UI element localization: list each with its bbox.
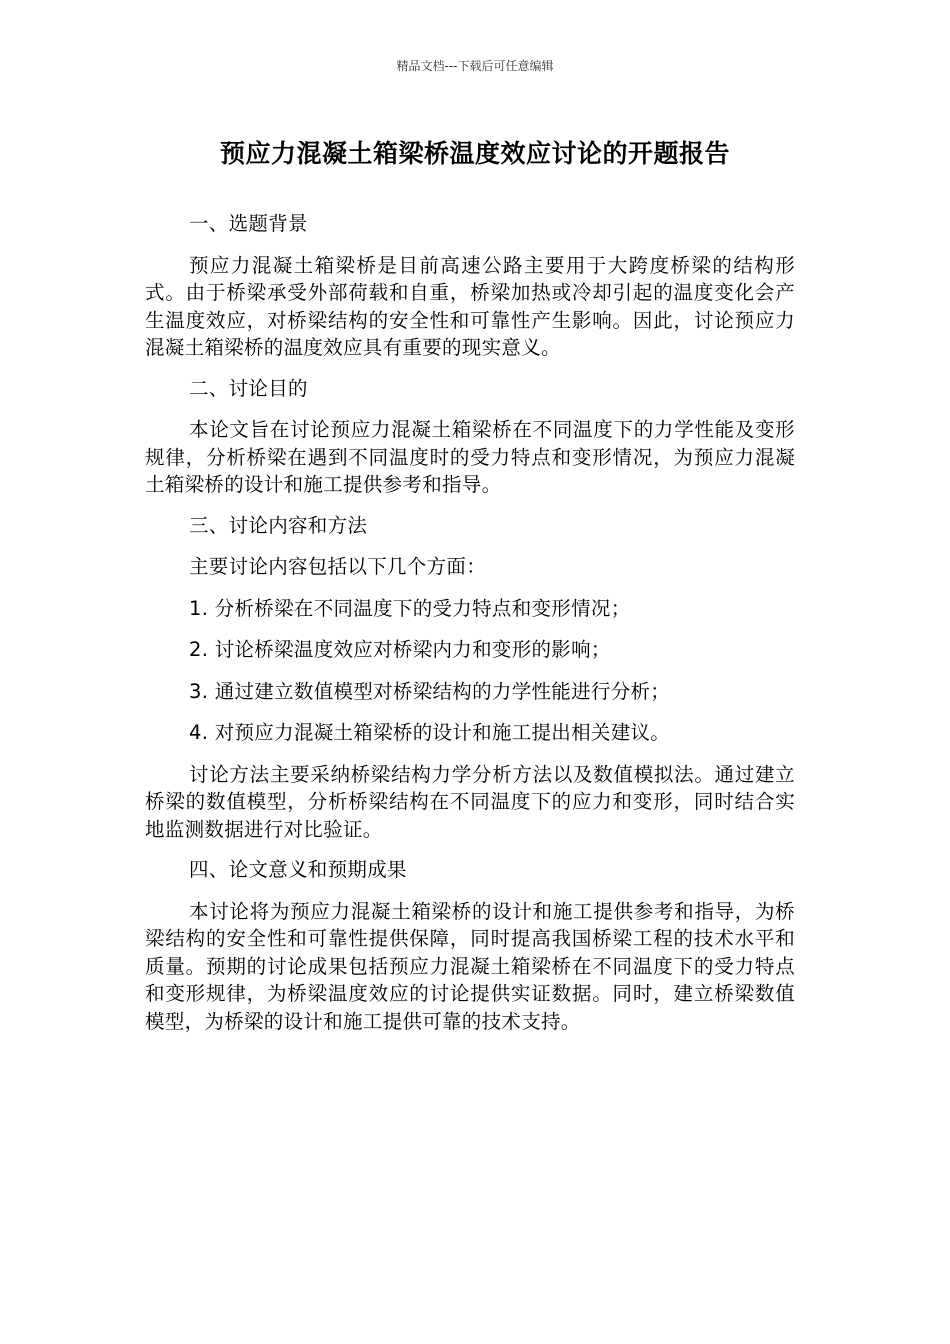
- section-3-intro: 主要讨论内容包括以下几个方面：: [189, 555, 487, 578]
- section-1-heading: 一、选题背景: [189, 212, 308, 235]
- document-title: 预应力混凝土箱梁桥温度效应讨论的开题报告: [219, 139, 730, 168]
- section-3-heading: 三、讨论内容和方法: [189, 513, 368, 537]
- section-1-paragraph: 预应力混凝土箱梁桥是目前高速公路主要用于大跨度桥梁的结构形式。由于桥梁承受外部荷载和自重，桥梁加热或冷却引起的温度变化会产生温度效应，对桥梁结构的安全性和可靠性产生影响。因此，讨论预应力混凝土箱梁桥的温度效应具有重要的现实意义。: [145, 253, 795, 359]
- document-body: [145, 210, 795, 1048]
- list-item: 2. 讨论桥梁温度效应对桥梁内力和变形的影响；: [189, 638, 611, 661]
- list-item: 4. 对预应力混凝土箱梁桥的设计和施工提出相关建议。: [189, 721, 671, 744]
- section-3-paragraph: 讨论方法主要采纳桥梁结构力学分析方法以及数值模拟法。通过建立桥梁的数值模型，分析桥梁结构在不同温度下的应力和变形，同时结合实地监测数据进行对比验证。: [145, 762, 795, 841]
- section-4-heading: 四、论文意义和预期成果: [189, 858, 407, 881]
- section-2-paragraph: 本论文旨在讨论预应力混凝土箱梁桥在不同温度下的力学性能及变形规律，分析桥梁在遇到不同温度时的受力特点和变形情况，为预应力混凝土箱梁桥的设计和施工提供参考和指导。: [145, 418, 795, 496]
- section-2-heading: 二、讨论目的: [189, 376, 308, 400]
- section-4-paragraph: 本讨论将为预应力混凝土箱梁桥的设计和施工提供参考和指导，为桥梁结构的安全性和可靠性提供保障，同时提高我国桥梁工程的技术水平和质量。预期的讨论成果包括预应力混凝土箱梁桥在不同温度下的受力特点和变形规律，为桥梁温度效应的讨论提供实证数据。同时，建立桥梁数值模型，为桥梁的设计和施工提供可靠的技术支持。: [145, 899, 795, 1033]
- page-header-watermark: 精品文档---下载后可任意编辑: [396, 59, 554, 73]
- list-item: 1. 分析桥梁在不同温度下的受力特点和变形情况；: [189, 596, 631, 620]
- list-item: 3. 通过建立数值模型对桥梁结构的力学性能进行分析；: [189, 679, 671, 703]
